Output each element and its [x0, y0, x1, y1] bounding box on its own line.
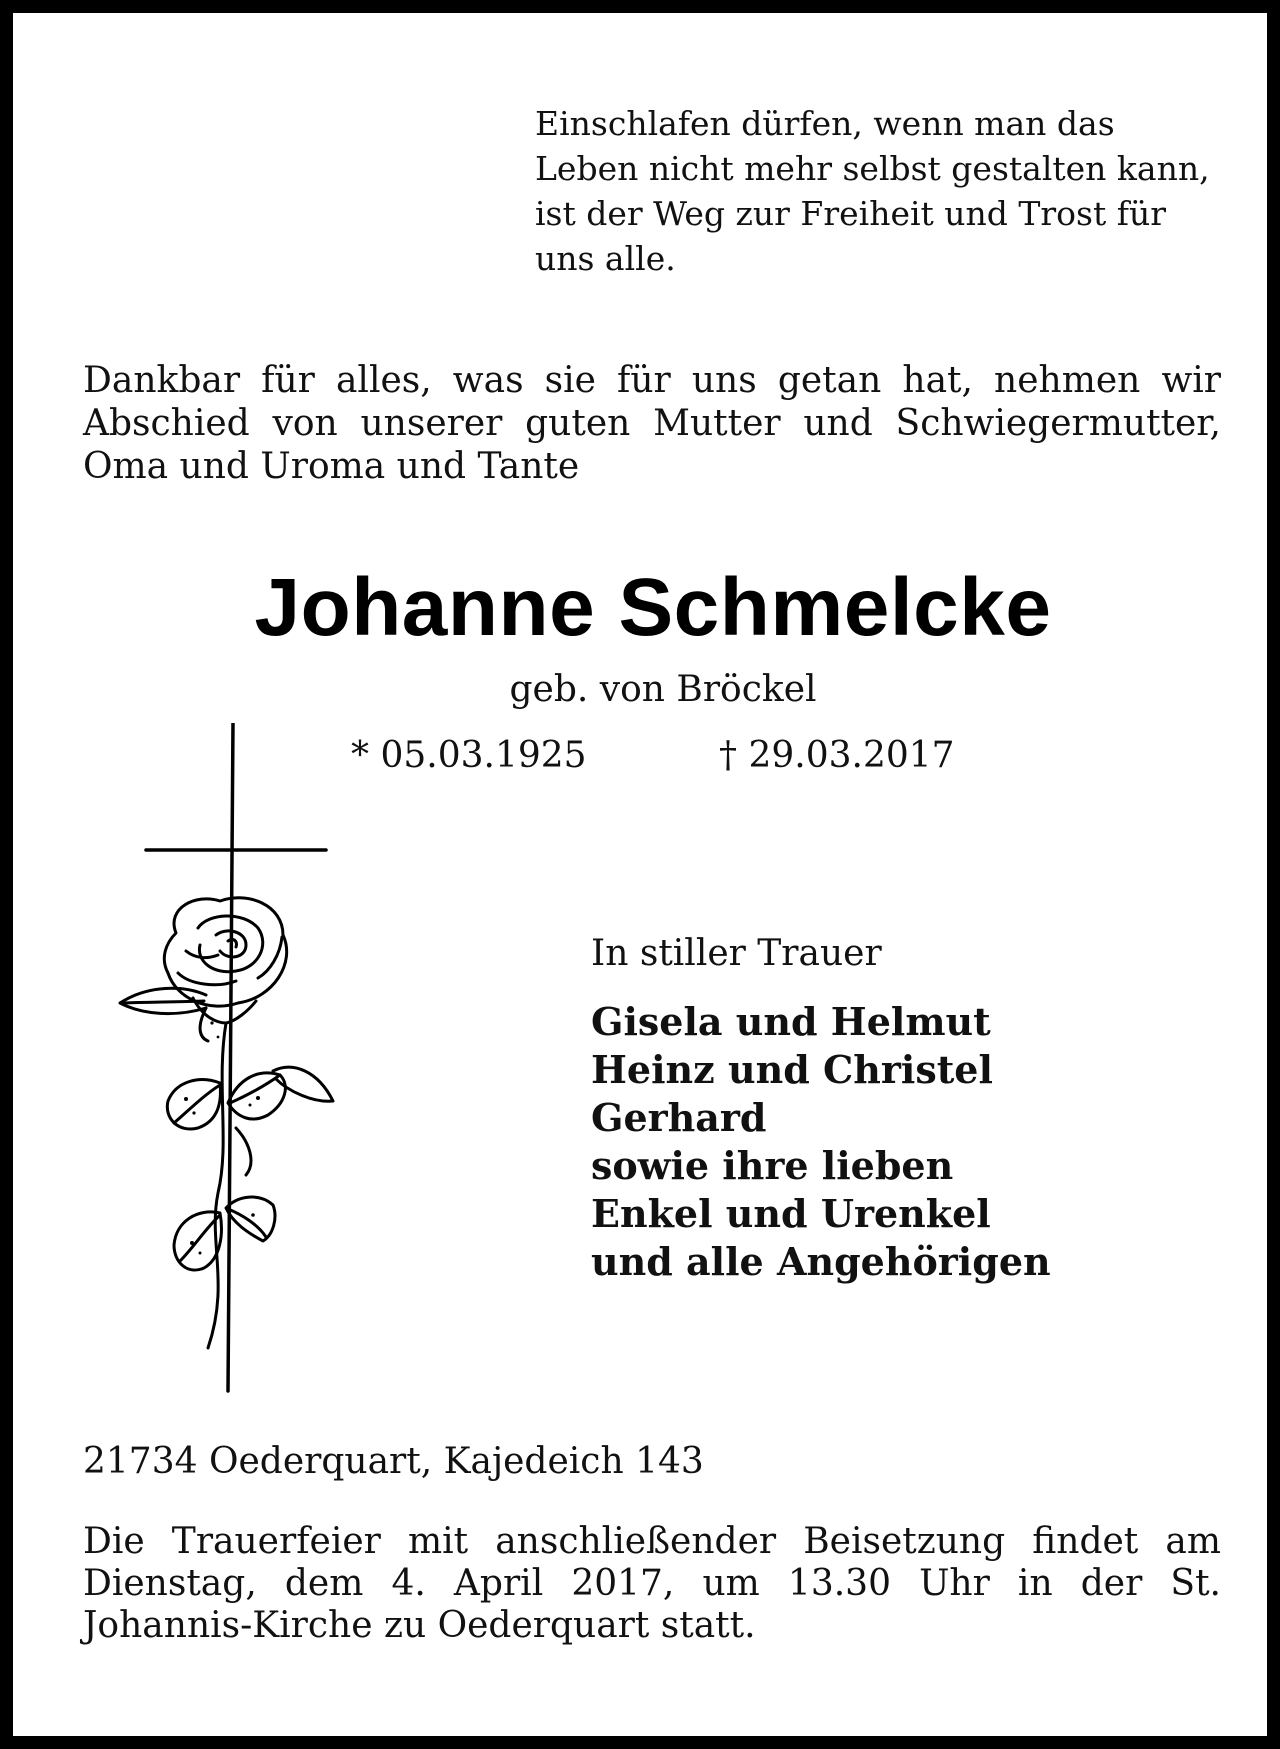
mourners-heading: In stiller Trauer: [591, 933, 882, 974]
mourner-name: Heinz und Christel: [591, 1047, 993, 1092]
mourner-name: und alle Angehörigen: [591, 1239, 1051, 1284]
mourner-name: Gerhard: [591, 1095, 767, 1140]
quote-line: Leben nicht mehr selbst gestalten kann,: [535, 149, 1210, 188]
birth-date: * 05.03.1925: [351, 735, 587, 776]
intro-text: Dankbar für alles, was sie für uns getan hat, nehmen wir Abschied von unserer guten Mutter und Schwiegermutter, Oma und Uroma und Tante: [83, 360, 1221, 487]
mourner-name: Gisela und Helmut: [591, 999, 991, 1044]
maiden-name: geb. von Bröckel: [509, 669, 817, 710]
memorial-quote: [535, 101, 1235, 281]
deceased-name: Johanne Schmelcke: [254, 562, 1052, 653]
quote-line: Einschlafen dürfen, wenn man das: [535, 104, 1115, 143]
address: 21734 Oederquart, Kajedeich 143: [83, 1441, 704, 1482]
mourner-name: Enkel und Urenkel: [591, 1191, 991, 1236]
death-date: † 29.03.2017: [719, 735, 955, 776]
mourners-list: [591, 998, 1051, 1286]
mourner-name: sowie ihre lieben: [591, 1143, 954, 1188]
quote-line: uns alle.: [535, 239, 676, 278]
cross-with-rose-icon: [108, 723, 348, 1403]
funeral-service-text: Die Trauerfeier mit anschließender Beisetzung findet am Dienstag, dem 4. April 2017, um 13.30 Uhr in der St. Johannis-Kirche zu Oederquart statt.: [83, 1521, 1221, 1646]
quote-line: ist der Weg zur Freiheit und Trost für: [535, 194, 1166, 233]
